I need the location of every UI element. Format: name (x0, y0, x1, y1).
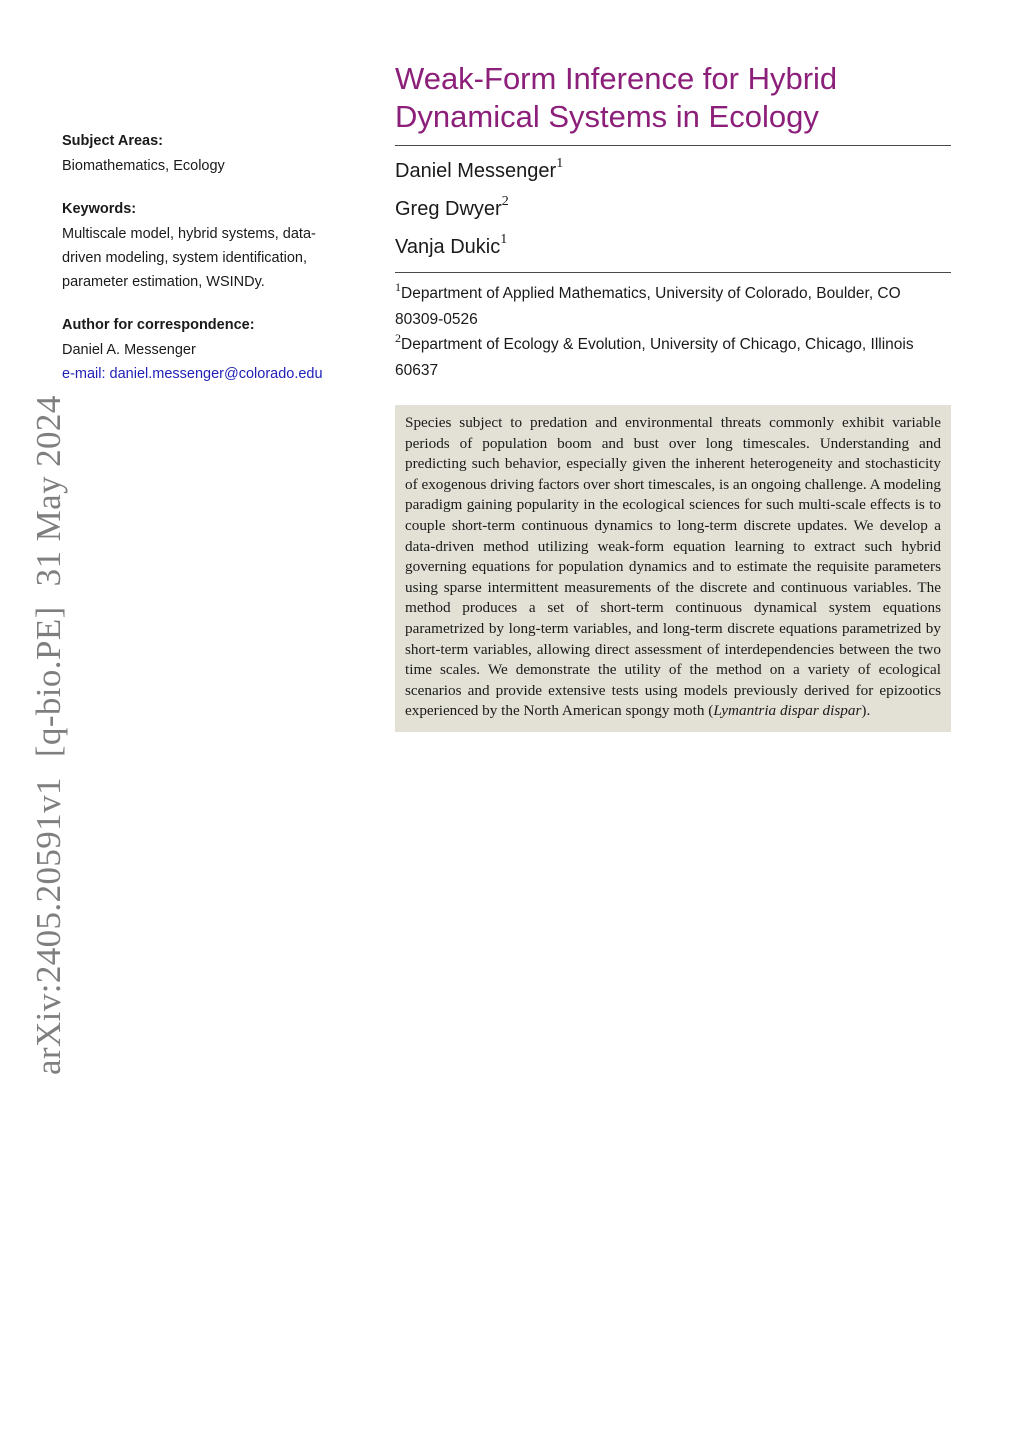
abstract-text-end: ). (861, 702, 871, 720)
abstract-text: Species subject to predation and environmental threats commonly exhibit variable periods of population boom and bust over long timescales. Understanding and predicting such behavior, especially given the inherent heterogeneity and stochasticity of exogenous driving factors over short timescales, is an ongoing challenge. A modeling paradigm gaining popularity in the ecological sciences for such multi-scale effects is to couple short-term continuous dynamics to long-term discrete updates. We develop a data-driven method utilizing weak-form equation learning to extract such hybrid governing equations for population dynamics and to estimate the requisite parameters using sparse intermittent measurements of the discrete and continuous variables. The method produces a set of short-term continuous dynamical system equations parametrized by long-term variables, and long-term discrete equations parametrized by short-term variables, allowing direct assessment of interdependencies between the two time scales. We demonstrate the utility of the method on a variety of ecological scenarios and provide extensive tests using models previously derived for epizootics experienced by the North American spongy moth ( (405, 414, 941, 720)
affiliation (395, 332, 951, 383)
abstract-species-name: Lymantria dispar dispar (713, 702, 862, 720)
affiliation-text: Department of Applied Mathematics, University of Colorado, Boulder, CO 80309-0526 (395, 285, 901, 328)
arxiv-id: arXiv:2405.20591v1 (29, 777, 68, 1075)
keywords-section (62, 198, 332, 294)
affiliation-text: Department of Ecology & Evolution, University of Chicago, Chicago, Illinois 60637 (395, 336, 914, 379)
author-list (395, 146, 951, 272)
affiliation (395, 281, 951, 332)
correspondence-name: Daniel A. Messenger (62, 342, 196, 358)
arxiv-stamp (29, 375, 69, 1075)
author (395, 228, 951, 266)
author-affil-mark: 1 (556, 156, 564, 171)
subject-areas-section (62, 130, 332, 178)
keywords-value: Multiscale model, hybrid systems, data-driven modeling, system identification, parameter estimation, WSINDy. (62, 226, 316, 290)
author-name: Greg Dwyer (395, 198, 502, 220)
arxiv-date: 31 May 2024 (29, 395, 68, 587)
author-name: Vanja Dukic (395, 236, 501, 258)
paper-header (395, 60, 951, 732)
subject-areas-value: Biomathematics, Ecology (62, 158, 225, 174)
subject-areas-label: Subject Areas: (62, 133, 163, 149)
keywords-label: Keywords: (62, 201, 137, 217)
email-row (62, 362, 332, 386)
author-affil-mark: 2 (501, 194, 509, 209)
abstract-box (395, 405, 951, 732)
author-affil-mark: 1 (500, 232, 508, 247)
affiliation-list (395, 273, 951, 383)
affiliation-number: 2 (395, 331, 401, 345)
author (395, 190, 951, 228)
email-prefix: e-mail: (62, 366, 110, 382)
email-link[interactable]: daniel.messenger@colorado.edu (109, 366, 323, 382)
correspondence-section (62, 314, 332, 386)
metadata-sidebar (62, 130, 332, 406)
paper-title: Weak-Form Inference for Hybrid Dynamical Systems in Ecology (395, 61, 838, 134)
arxiv-category: [q-bio.PE] (29, 606, 68, 758)
author-name: Daniel Messenger (395, 160, 557, 182)
affiliation-number: 1 (395, 280, 401, 294)
correspondence-label: Author for correspondence: (62, 317, 255, 333)
author (395, 152, 951, 190)
